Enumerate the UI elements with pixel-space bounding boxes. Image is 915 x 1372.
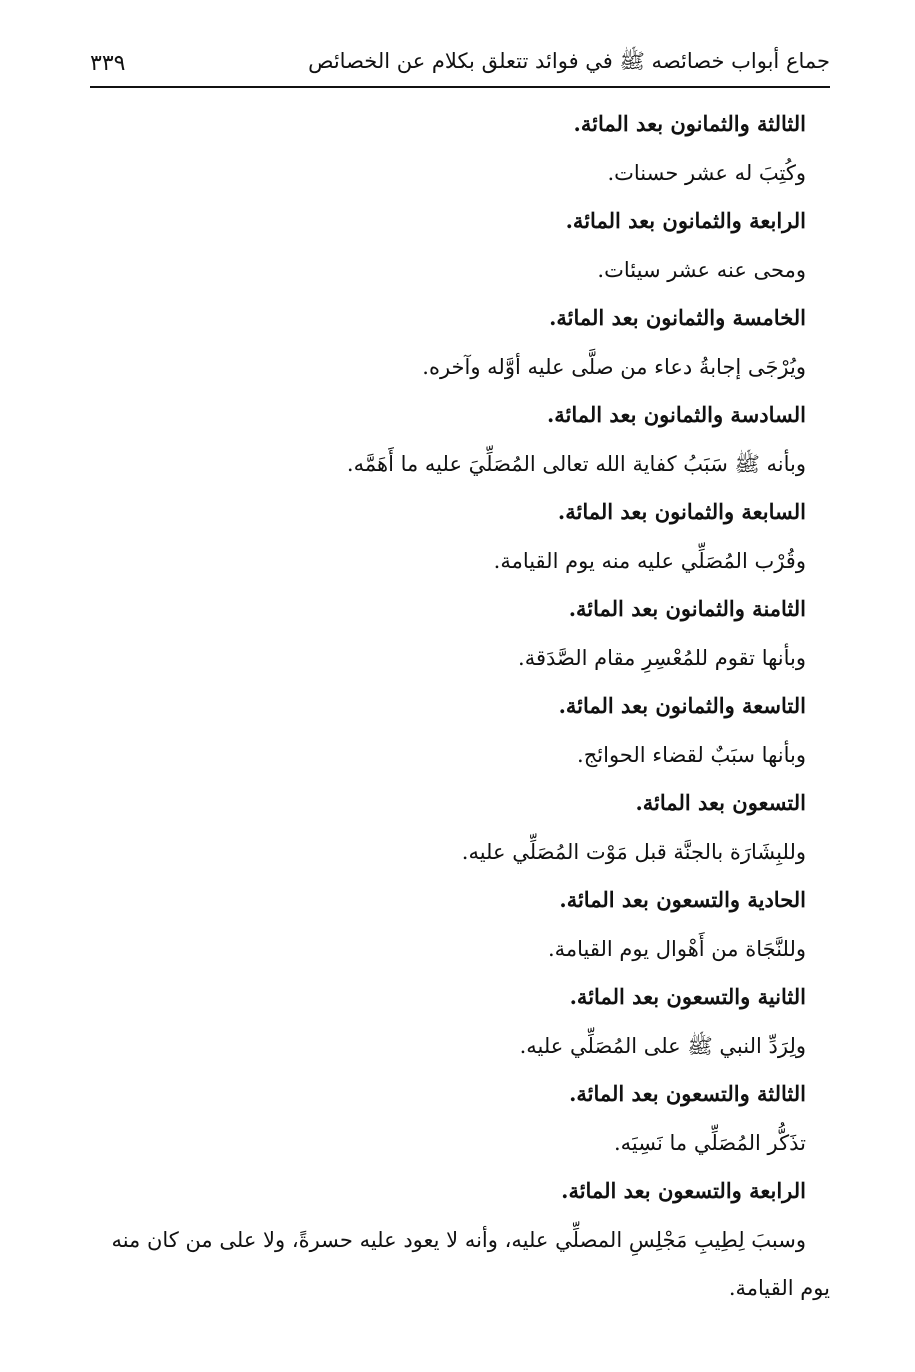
running-title: جماع أبواب خصائصه ﷺ في فوائد تتعلق بكلام عن الخصائص (308, 48, 830, 73)
section-heading: التاسعة والثمانون بعد المائة. (558, 693, 806, 718)
section-heading: الحادية والتسعون بعد المائة. (559, 887, 806, 912)
paragraph: وللنَّجَاة من أَهْوال يوم القيامة. (547, 936, 806, 961)
section-heading: الرابعة والثمانون بعد المائة. (565, 208, 806, 233)
paragraph: ويُرْجَى إجابةُ دعاء من صلَّى عليه أوَّله وآخره. (422, 354, 806, 379)
section-heading: الرابعة والتسعون بعد المائة. (561, 1178, 806, 1203)
paragraph: وكُتِبَ له عشر حسنات. (607, 160, 806, 185)
paragraph: ولِرَدِّ النبي ﷺ على المُصَلِّي عليه. (519, 1033, 806, 1058)
section-heading: السابعة والثمانون بعد المائة. (557, 499, 806, 524)
paragraph: وللبِشَارَة بالجنَّة قبل مَوْت المُصَلِّي عليه. (461, 839, 806, 864)
section-heading: الثامنة والثمانون بعد المائة. (568, 596, 806, 621)
section-heading: السادسة والثمانون بعد المائة. (546, 402, 806, 427)
section-heading: الثانية والتسعون بعد المائة. (569, 984, 806, 1009)
paragraph: وبأنه ﷺ سَبَبُ كفاية الله تعالى المُصَلِّيَ عليه ما أَهَمَّه. (346, 451, 806, 476)
paragraph: وقُرْب المُصَلِّي عليه منه يوم القيامة. (493, 548, 806, 573)
section-heading: الثالثة والتسعون بعد المائة. (569, 1081, 806, 1106)
paragraph: تذَكُّر المُصَلِّي ما نَسِيَه. (613, 1130, 806, 1155)
section-heading: التسعون بعد المائة. (635, 790, 806, 815)
section-heading: الخامسة والثمانون بعد المائة. (549, 305, 806, 330)
section-heading: الثالثة والثمانون بعد المائة. (573, 111, 806, 136)
paragraph-continuation: يوم القيامة. (728, 1276, 830, 1300)
paragraph: وسببَ لِطِيبِ مَجْلِسِ المصلِّي عليه، وأنه لا يعود عليه حسرةً، ولا على من كان منه (111, 1227, 806, 1252)
page-header (90, 40, 830, 88)
page-body (90, 100, 830, 1313)
paragraph: وبأنها سبَبٌ لقضاء الحوائج. (577, 742, 806, 767)
page-number: ٣٣٩ (90, 50, 126, 76)
paragraph: ومحى عنه عشر سيئات. (597, 257, 806, 282)
paragraph: وبأنها تقوم للمُعْسِرِ مقام الصَّدَقة. (518, 645, 806, 670)
